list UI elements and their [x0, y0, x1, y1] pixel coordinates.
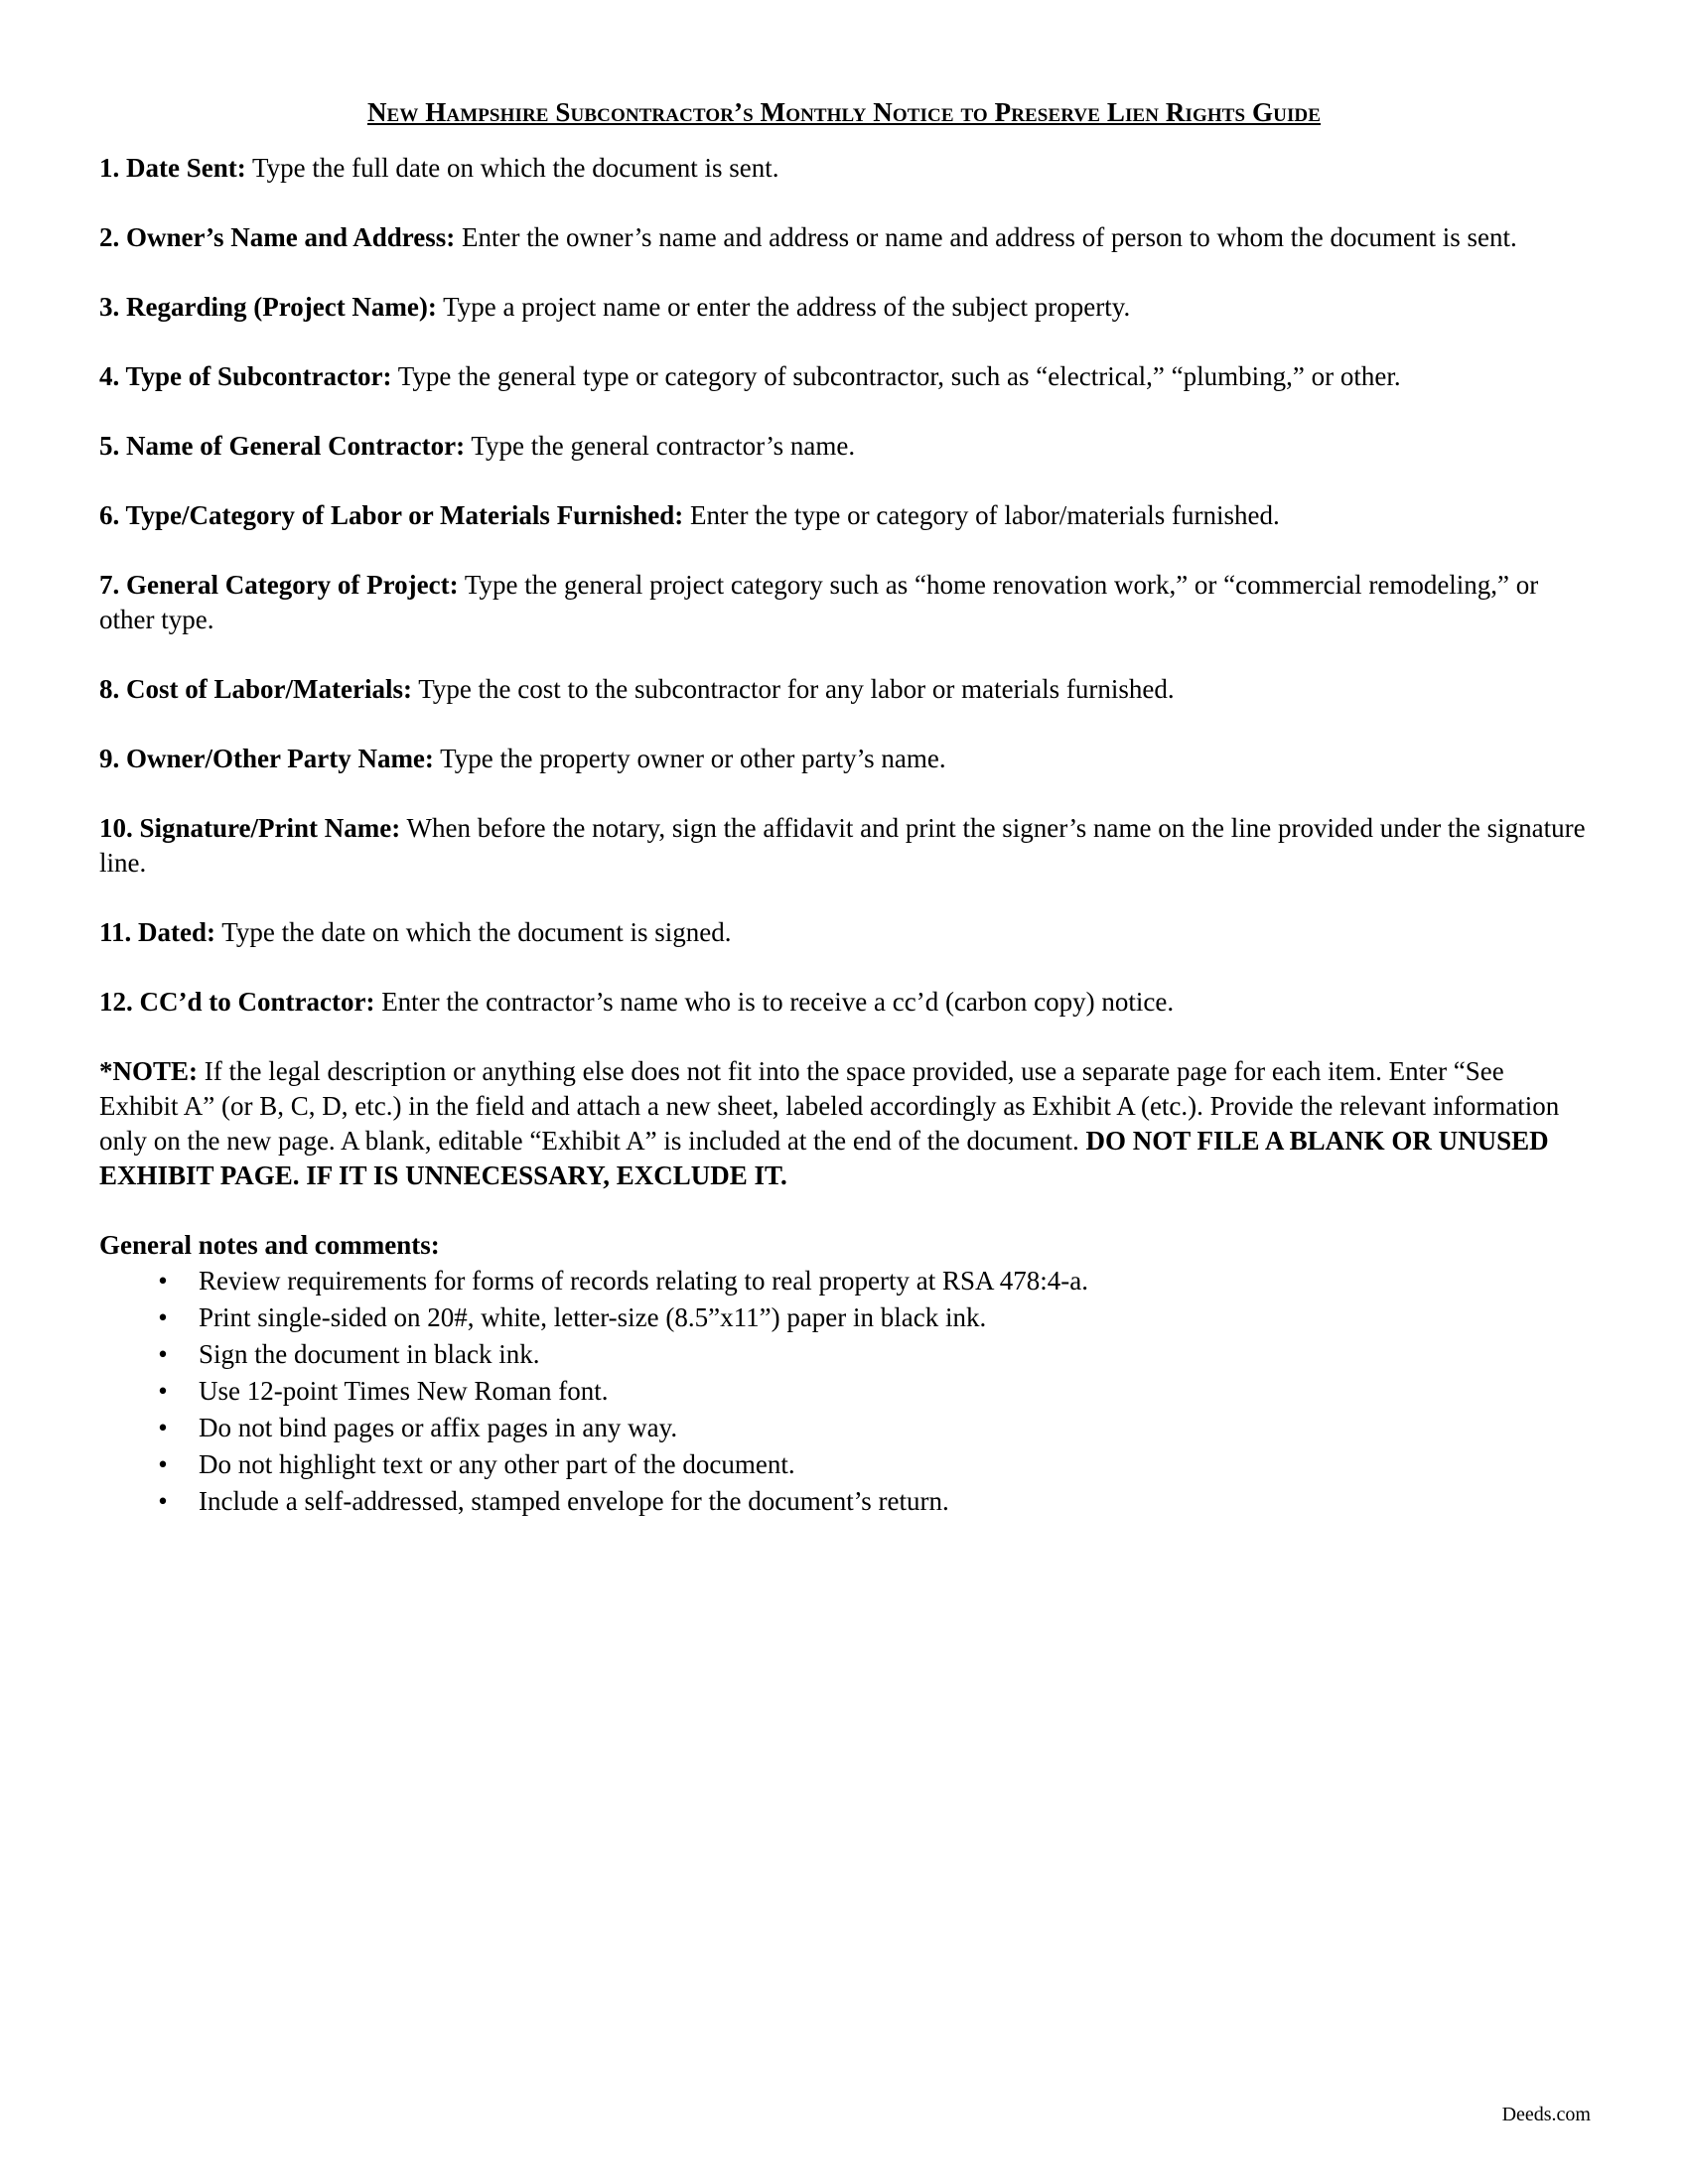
item-text: Type the cost to the subcontractor for any labor or materials furnished. — [411, 674, 1175, 704]
guide-item-10 — [99, 811, 1589, 881]
bullet-icon: • — [158, 1339, 168, 1369]
list-item — [99, 1373, 1589, 1410]
list-item — [99, 1299, 1589, 1336]
item-text: Type the full date on which the document is sent. — [245, 153, 779, 183]
item-text: Type the date on which the document is signed. — [215, 917, 732, 947]
guide-item-1 — [99, 151, 1589, 186]
item-text: Enter the contractor’s name who is to receive a cc’d (carbon copy) notice. — [374, 987, 1175, 1017]
item-label: 1. Date Sent: — [99, 153, 246, 183]
note-label: *NOTE: — [99, 1056, 199, 1086]
item-label: 8. Cost of Labor/Materials: — [99, 674, 412, 704]
guide-item-4 — [99, 359, 1589, 394]
guide-item-3 — [99, 290, 1589, 325]
item-label: 6. Type/Category of Labor or Materials Furnished: — [99, 500, 684, 530]
list-item — [99, 1483, 1589, 1520]
bullet-icon: • — [158, 1413, 168, 1442]
general-notes — [99, 1228, 1589, 1520]
item-text: Enter the owner’s name and address or name and address of person to whom the document is sent. — [455, 222, 1517, 252]
item-text: Type the general project category such as “home renovation work,” or “commercial remodeling,” or other type. — [99, 570, 1539, 634]
note-emphasis: DO NOT FILE A BLANK OR UNUSED EXHIBIT PAGE. IF IT IS UNNECESSARY, EXCLUDE IT. — [99, 1126, 1549, 1190]
general-notes-list — [99, 1263, 1589, 1520]
item-label: 2. Owner’s Name and Address: — [99, 222, 456, 252]
bullet-icon: • — [158, 1486, 168, 1516]
bullet-icon: • — [158, 1449, 168, 1479]
bullet-icon: • — [158, 1302, 168, 1332]
list-item-text: Use 12-point Times New Roman font. — [199, 1376, 609, 1406]
item-label: 12. CC’d to Contractor: — [99, 987, 375, 1017]
guide-items — [99, 151, 1589, 1020]
item-label: 9. Owner/Other Party Name: — [99, 744, 434, 773]
guide-item-8 — [99, 672, 1589, 707]
bullet-icon: • — [158, 1266, 168, 1296]
guide-item-2 — [99, 220, 1589, 255]
page-title: New Hampshire Subcontractor’s Monthly Notice to Preserve Lien Rights Guide — [366, 97, 1322, 127]
item-label: 4. Type of Subcontractor: — [99, 361, 392, 391]
list-item-text: Do not highlight text or any other part of the document. — [199, 1449, 795, 1479]
item-label: 10. Signature/Print Name: — [99, 813, 401, 843]
guide-item-5 — [99, 429, 1589, 464]
list-item-text: Include a self-addressed, stamped envelope for the document’s return. — [199, 1486, 949, 1516]
exhibit-note — [99, 1054, 1589, 1193]
footer-brand: Deeds.com — [1501, 2104, 1591, 2125]
general-notes-heading: General notes and comments: — [99, 1230, 440, 1260]
item-label: 5. Name of General Contractor: — [99, 431, 466, 461]
guide-item-11 — [99, 915, 1589, 950]
item-label: 3. Regarding (Project Name): — [99, 292, 437, 322]
list-item — [99, 1446, 1589, 1483]
list-item — [99, 1263, 1589, 1299]
guide-item-12 — [99, 985, 1589, 1020]
guide-item-9 — [99, 742, 1589, 776]
item-text: Type the general type or category of subcontractor, such as “electrical,” “plumbing,” or other. — [391, 361, 1401, 391]
list-item-text: Do not bind pages or affix pages in any way. — [199, 1413, 678, 1442]
list-item — [99, 1336, 1589, 1373]
item-text: Type the general contractor’s name. — [465, 431, 856, 461]
item-label: 7. General Category of Project: — [99, 570, 459, 600]
list-item — [99, 1410, 1589, 1446]
item-text: Type the property owner or other party’s name. — [433, 744, 946, 773]
list-item-text: Print single-sided on 20#, white, letter-size (8.5”x11”) paper in black ink. — [199, 1302, 987, 1332]
guide-item-7 — [99, 568, 1589, 637]
list-item-text: Sign the document in black ink. — [199, 1339, 540, 1369]
bullet-icon: • — [158, 1376, 168, 1406]
guide-item-6 — [99, 498, 1589, 533]
item-text: Enter the type or category of labor/materials furnished. — [683, 500, 1280, 530]
item-label: 11. Dated: — [99, 917, 215, 947]
list-item-text: Review requirements for forms of records relating to real property at RSA 478:4-a. — [199, 1266, 1088, 1296]
item-text: When before the notary, sign the affidavit and print the signer’s name on the line provided under the signature line. — [99, 813, 1586, 878]
item-text: Type a project name or enter the address of the subject property. — [436, 292, 1131, 322]
note-text: If the legal description or anything else does not fit into the space provided, use a separate page for each item. Enter “See Exhibit A” (or B, C, D, etc.) in the field and attach a new sheet, labeled accordingly as Exhibit A (etc.). Provide the relevant information only on the new page. A blank, editable “Exhibit A” is included at the end of the document. — [99, 1056, 1560, 1156]
